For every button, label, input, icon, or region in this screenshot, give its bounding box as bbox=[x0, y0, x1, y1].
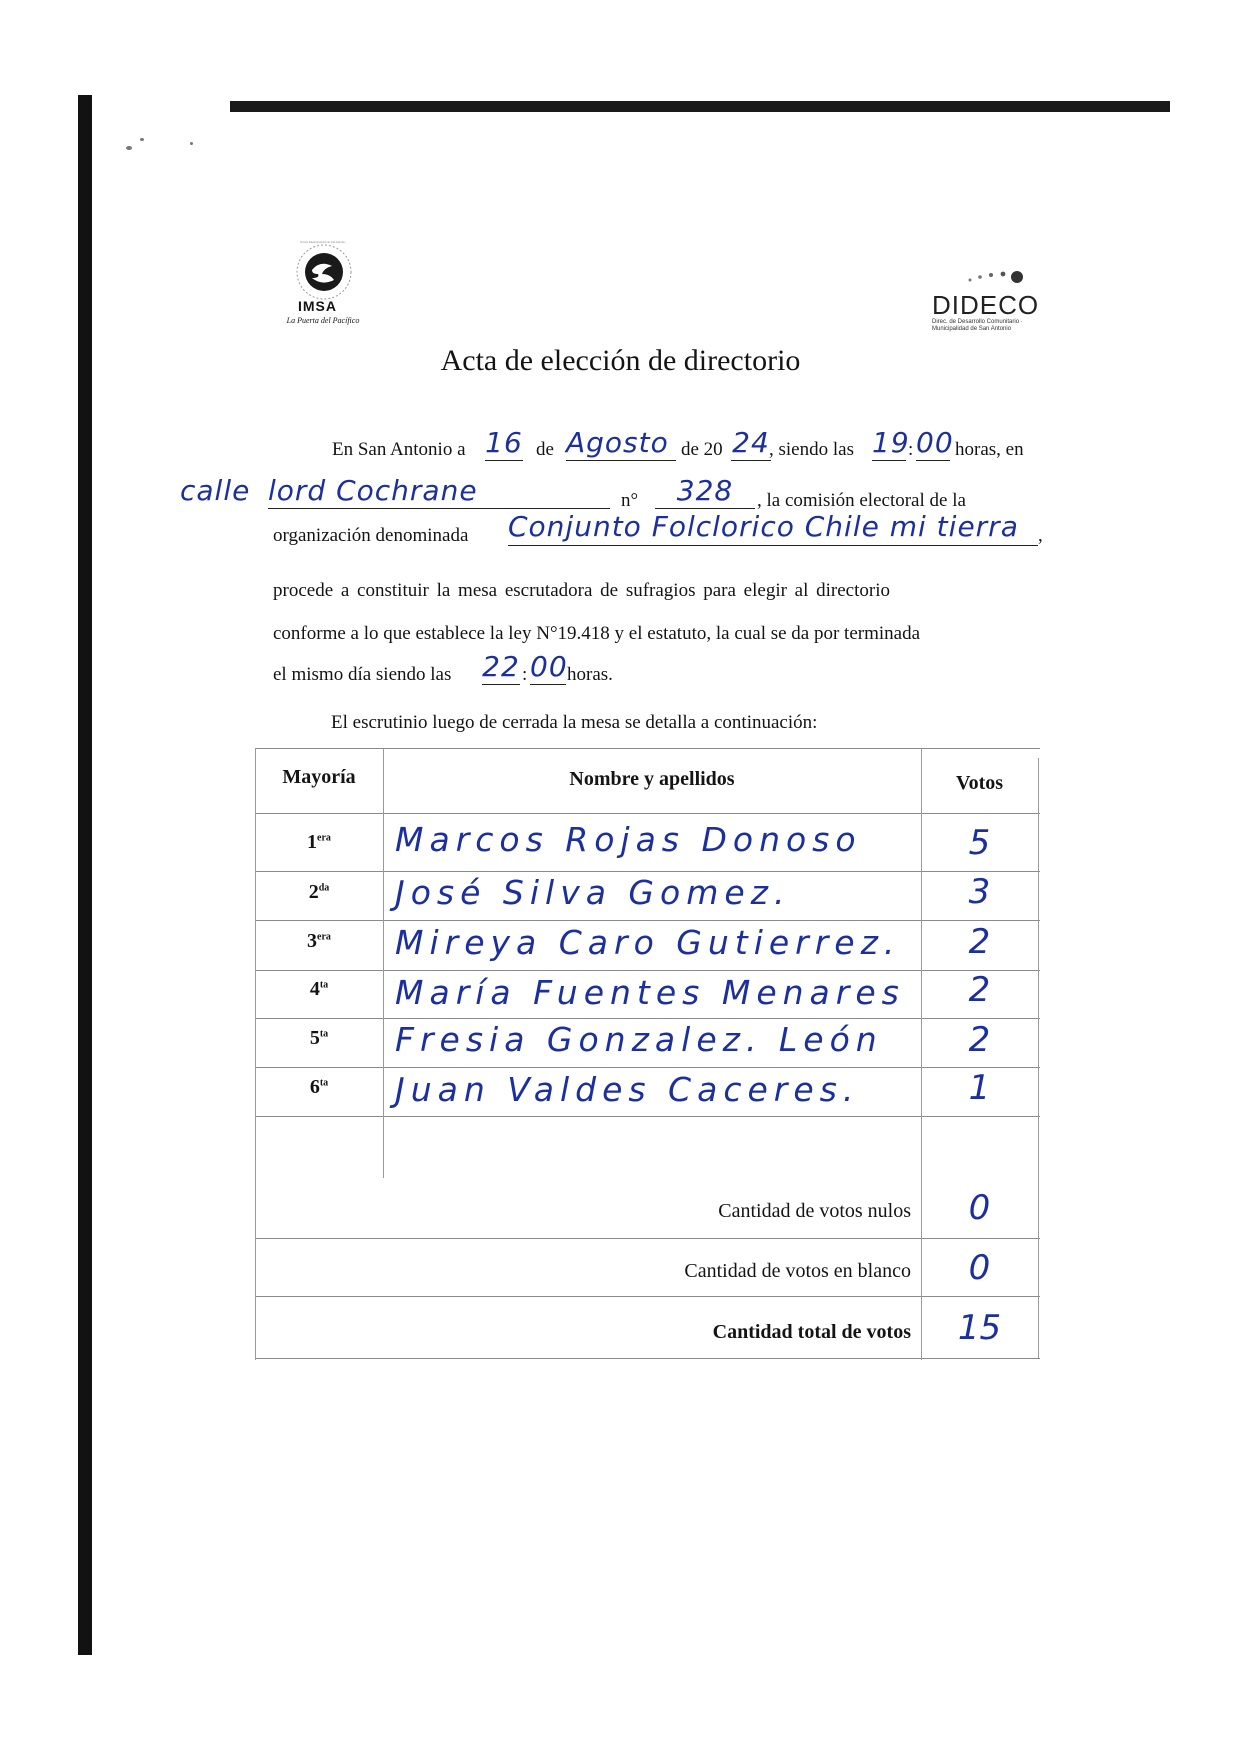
dideco-logo-name: DIDECO bbox=[932, 290, 1040, 320]
text-line1-colon: : bbox=[908, 439, 914, 460]
row-1-votes: 5 bbox=[968, 823, 991, 863]
text-line3-comma: , bbox=[1038, 525, 1043, 546]
scan-speck bbox=[140, 138, 144, 141]
scan-speck bbox=[126, 146, 132, 150]
text-line4: procede a constituir la mesa escrutadora de sufragios para elegir al directorio bbox=[273, 580, 890, 601]
scan-edge-left bbox=[78, 95, 92, 1655]
imsa-logo-ring-text: Ilustre Municipalidad de San Antonio bbox=[300, 240, 346, 244]
total-blank-label: Cantidad de votos en blanco bbox=[684, 1260, 911, 1282]
row-1-rank: $1^{era}$ bbox=[307, 831, 331, 853]
total-null-label: Cantidad de votos nulos bbox=[718, 1200, 911, 1222]
field-year: 24 bbox=[732, 426, 770, 459]
row-1-name: Marcos Rojas Donoso bbox=[395, 820, 862, 859]
text-line6-end: horas. bbox=[567, 664, 613, 685]
field-organization: Conjunto Folclorico Chile mi tierra bbox=[508, 510, 1038, 546]
total-votes-label: Cantidad total de votos bbox=[712, 1321, 911, 1343]
header-rank: Mayoría bbox=[282, 766, 356, 788]
imsa-logo bbox=[268, 240, 378, 330]
field-month: Agosto bbox=[566, 426, 676, 461]
text-line2-end: , la comisión electoral de la bbox=[757, 490, 966, 511]
row-4-name: María Fuentes Menares bbox=[395, 973, 905, 1012]
row-2-name: José Silva Gomez. bbox=[395, 873, 791, 912]
header-name: Nombre y apellidos bbox=[569, 768, 735, 790]
field-end-hour: 22 bbox=[482, 650, 520, 683]
field-street-prefix: calle bbox=[180, 474, 251, 507]
row-4-rank: $4^{ta}$ bbox=[309, 978, 329, 1000]
scan-speck bbox=[190, 142, 193, 145]
total-null-value: 0 bbox=[968, 1188, 991, 1228]
results-table bbox=[255, 748, 1040, 1368]
scan-edge-top bbox=[230, 101, 1170, 112]
row-6-rank: $6^{ta}$ bbox=[309, 1076, 329, 1098]
row-2-votes: 3 bbox=[968, 872, 991, 912]
field-end-minute: 00 bbox=[530, 650, 568, 683]
dideco-logo bbox=[920, 268, 1040, 338]
total-votes-value: 15 bbox=[957, 1308, 1002, 1348]
row-5-rank: $5^{ta}$ bbox=[309, 1027, 329, 1049]
row-3-votes: 2 bbox=[968, 922, 991, 962]
row-2-rank: $2^{da}$ bbox=[308, 881, 330, 903]
text-line1-de: de bbox=[536, 439, 554, 460]
row-3-rank: $3^{era}$ bbox=[307, 930, 331, 952]
row-4-votes: 2 bbox=[968, 970, 991, 1010]
text-line6-start: el mismo día siendo las bbox=[273, 664, 452, 685]
field-number: 328 bbox=[655, 474, 755, 509]
imsa-logo-tagline: La Puerta del Pacífico bbox=[286, 316, 360, 325]
field-hour: 19 bbox=[872, 426, 910, 459]
imsa-logo-name: IMSA bbox=[298, 298, 337, 314]
header-votes: Votos bbox=[955, 772, 1004, 794]
field-day: 16 bbox=[485, 426, 523, 459]
dideco-logo-subtitle: Direc. de Desarrollo Comunitario · Municipalidad de San Antonio bbox=[932, 319, 1023, 332]
text-line1-end: horas, en bbox=[955, 439, 1024, 460]
table-rule bbox=[383, 748, 384, 1178]
text-line5: conforme a lo que establece la ley N°19.418 y el estatuto, la cual se da por terminada bbox=[273, 623, 921, 644]
text-line1-start: En San Antonio a bbox=[332, 439, 466, 460]
text-line6-colon: : bbox=[522, 664, 528, 685]
text-line1-siendo: , siendo las bbox=[769, 439, 854, 460]
row-3-name: Mireya Caro Gutierrez. bbox=[395, 923, 901, 962]
table-rule bbox=[1038, 758, 1039, 1358]
field-minute: 00 bbox=[916, 426, 954, 459]
row-5-name: Fresia Gonzalez. León bbox=[395, 1020, 883, 1059]
row-6-votes: 1 bbox=[968, 1068, 991, 1108]
text-line1-de20: de 20 bbox=[681, 439, 723, 460]
field-street: lord Cochrane bbox=[268, 474, 610, 509]
text-line3-start: organización denominada bbox=[273, 525, 469, 546]
row-5-votes: 2 bbox=[968, 1020, 991, 1060]
document-title: Acta de elección de directorio bbox=[440, 344, 801, 377]
total-blank-value: 0 bbox=[968, 1248, 991, 1288]
row-6-name: Juan Valdes Caceres. bbox=[395, 1070, 860, 1109]
text-line7: El escrutinio luego de cerrada la mesa se detalla a continuación: bbox=[331, 712, 818, 733]
text-line2-number-label: n° bbox=[621, 490, 639, 511]
